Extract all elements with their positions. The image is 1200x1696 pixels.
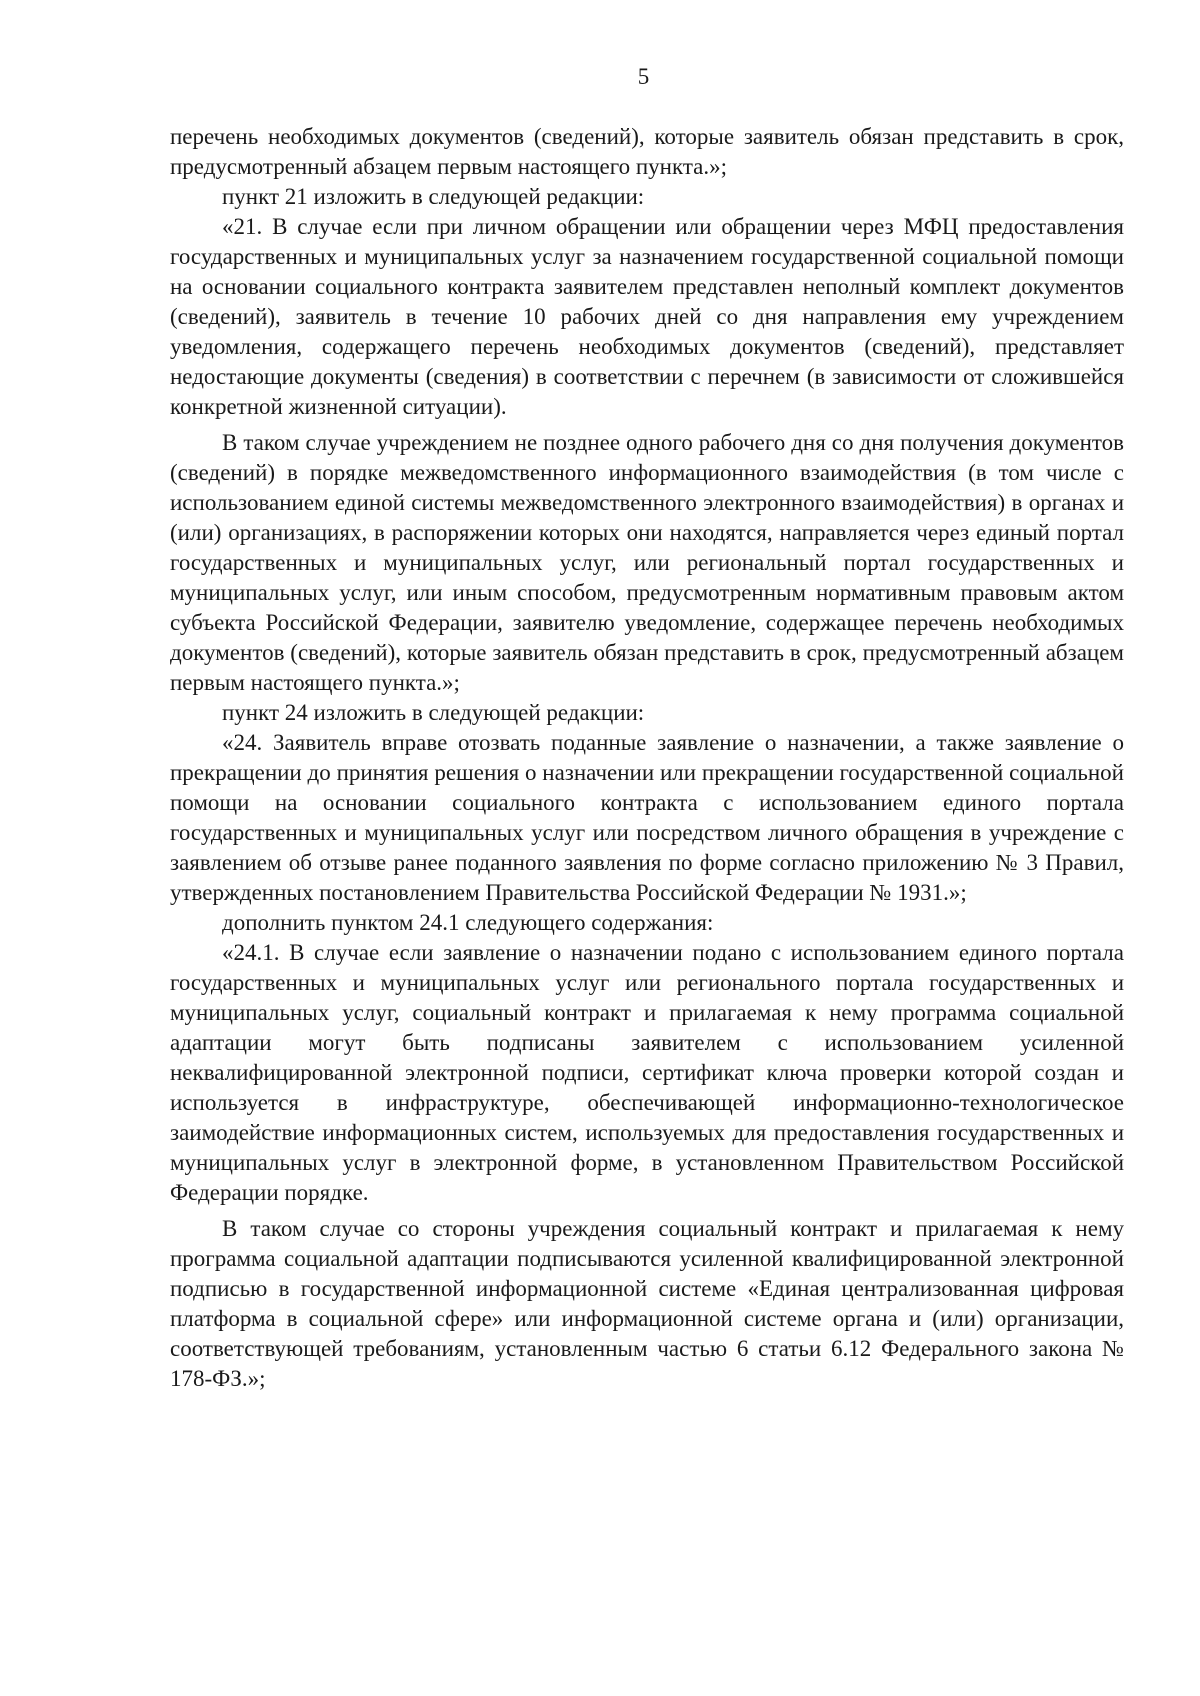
paragraph: «21. В случае если при личном обращении или обращении через МФЦ предоставления государственных и муниципальных услуг за назначением государственной социальной помощи на основании социального контракта заявителем представлен неполный комплект документов (сведений), заявитель в течение 10 рабочих дней со дня направления ему учреждением уведомления, содержащего перечень необходимых документов (сведений), представляет недостающие документы (сведения) в соответствии с перечнем (в зависимости от сложившейся конкретной жизненной ситуации). <box>170 214 1124 419</box>
paragraph: «24. Заявитель вправе отозвать поданные заявление о назначении, а также заявление о прекращении до принятия решения о назначении или прекращении государственной социальной помощи на основании социального контракта с использованием единого портала государственных и муниципальных услуг или посредством личного обращения в учреждение с заявлением об отзыве ранее поданного заявления по форме согласно приложению № 3 Правил, утвержденных постановлением Правительства Российской Федерации № 1931.»; <box>170 730 1124 905</box>
page-number: 5 <box>637 64 650 89</box>
paragraph: В таком случае со стороны учреждения социальный контракт и прилагаемая к нему программа социальной адаптации подписываются усиленной квалифицированной электронной подписью в государственной информационной системе «Единая централизованная цифровая платформа в социальной сфере» или информационной системе органа и (или) организации, соответствующей требованиям, установленным частью 6 статьи 6.12 Федерального закона № 178-ФЗ.»; <box>170 1216 1124 1391</box>
paragraph: дополнить пунктом 24.1 следующего содержания: <box>222 910 714 935</box>
paragraph: перечень необходимых документов (сведений), которые заявитель обязан представить в срок, предусмотренный абзацем первым настоящего пункта.»; <box>170 124 1124 179</box>
document-body <box>170 122 1124 1394</box>
paragraph: «24.1. В случае если заявление о назначении подано с использованием единого портала государственных и муниципальных услуг или регионального портала государственных и муниципальных услуг, социальный контракт и прилагаемая к нему программа социальной адаптации могут быть подписаны заявителем с использованием усиленной неквалифицированной электронной подписи, сертификат ключа проверки которой создан и используется в инфраструктуре, обеспечивающей информационно-технологическое заимодействие информационных систем, используемых для предоставления государственных и муниципальных услуг в электронной форме, в установленном Правительством Российской Федерации порядке. <box>170 940 1124 1205</box>
paragraph: пункт 24 изложить в следующей редакции: <box>222 700 645 725</box>
paragraph: В таком случае учреждением не позднее одного рабочего дня со дня получения документов (сведений) в порядке межведомственного информационного взаимодействия (в том числе с использованием единой системы межведомственного электронного взаимодействия) в органах и (или) организациях, в распоряжении которых они находятся, направляется через единый портал государственных и муниципальных услуг, или региональный портал государственных и муниципальных услуг, или иным способом, предусмотренным нормативным правовым актом субъекта Российской Федерации, заявителю уведомление, содержащее перечень необходимых документов (сведений), которые заявитель обязан представить в срок, предусмотренный абзацем первым настоящего пункта.»; <box>170 430 1124 695</box>
paragraph: пункт 21 изложить в следующей редакции: <box>222 184 645 209</box>
